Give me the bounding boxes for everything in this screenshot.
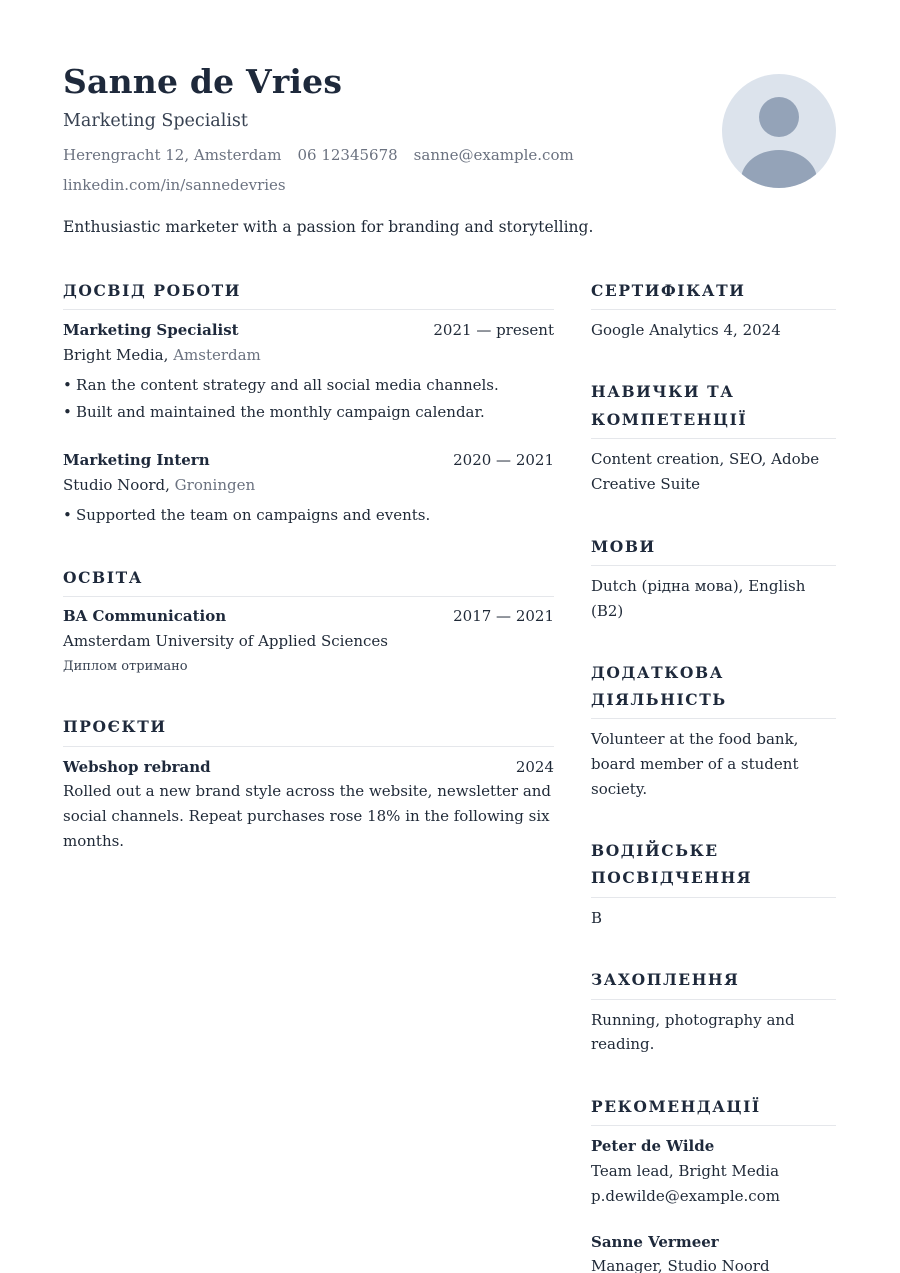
summary: Enthusiastic marketer with a passion for branding and storytelling. xyxy=(63,218,594,236)
project-year: 2024 xyxy=(515,758,554,776)
project-description: months. xyxy=(63,832,125,850)
divider xyxy=(63,309,554,310)
job-company-line: Bright Media, Amsterdam xyxy=(63,346,261,364)
linkedin: linkedin.com/in/sannedevries xyxy=(63,176,286,194)
education-note: Диплом отримано xyxy=(63,659,188,674)
avatar-body-icon xyxy=(741,150,817,188)
job-title: Marketing Specialist xyxy=(63,111,248,131)
license-text: B xyxy=(591,909,603,927)
section-title-activities: ДОДАТКОВА xyxy=(591,663,724,682)
divider xyxy=(63,746,554,747)
job-dates: 2021 — present xyxy=(433,321,554,339)
job-location: Groningen xyxy=(174,476,256,494)
divider xyxy=(591,999,836,1000)
reference-role: Manager, Studio Noord xyxy=(591,1257,770,1273)
phone: 06 12345678 xyxy=(297,146,398,164)
address: Herengracht 12, Amsterdam xyxy=(63,146,282,164)
avatar-head-icon xyxy=(759,97,799,137)
section-title-projects: ПРОЄКТИ xyxy=(63,717,167,736)
divider xyxy=(591,1125,836,1126)
project-description: Rolled out a new brand style across the website, newsletter and xyxy=(63,782,552,800)
divider xyxy=(591,309,836,310)
reference-role: Team lead, Bright Media xyxy=(591,1162,780,1180)
divider xyxy=(63,596,554,597)
list-item: • Ran the content strategy and all social media channels. xyxy=(63,376,499,394)
job-dates: 2020 — 2021 xyxy=(453,451,554,469)
job-role: Marketing Intern xyxy=(63,451,210,469)
activities-text: Volunteer at the food bank, xyxy=(591,730,799,748)
job-company: Studio Noord xyxy=(63,476,166,494)
skills-text: Creative Suite xyxy=(591,475,701,493)
section-title-license: ВОДІЙСЬКЕ xyxy=(591,841,719,860)
section-title-education: ОСВІТА xyxy=(63,568,143,587)
languages-text: (B2) xyxy=(591,602,624,620)
list-item: • Supported the team on campaigns and events. xyxy=(63,506,431,524)
school: Amsterdam University of Applied Sciences xyxy=(63,632,388,650)
project-description: social channels. Repeat purchases rose 18% in the following six xyxy=(63,807,550,825)
activities-text: society. xyxy=(591,780,648,798)
section-title-license: ПОСВІДЧЕННЯ xyxy=(591,868,753,887)
education-dates: 2017 — 2021 xyxy=(453,607,554,625)
job-company: Bright Media xyxy=(63,346,164,364)
degree: BA Communication xyxy=(63,607,227,625)
section-title-certificates: СЕРТИФІКАТИ xyxy=(591,281,746,300)
section-title-languages: МОВИ xyxy=(591,537,656,556)
job-role: Marketing Specialist xyxy=(63,321,239,339)
section-title-skills: КОМПЕТЕНЦІЇ xyxy=(591,410,748,429)
certificate: Google Analytics 4, 2024 xyxy=(591,321,781,339)
section-title-experience: ДОСВІД РОБОТИ xyxy=(63,281,242,300)
hobbies-text: reading. xyxy=(591,1035,655,1053)
section-title-references: РЕКОМЕНДАЦІЇ xyxy=(591,1097,761,1116)
section-title-skills: НАВИЧКИ ТА xyxy=(591,382,735,401)
job-company-line: Studio Noord, Groningen xyxy=(63,476,256,494)
skills-text: Content creation, SEO, Adobe xyxy=(591,450,820,468)
email: sanne@example.com xyxy=(413,146,574,164)
divider xyxy=(591,718,836,719)
section-title-hobbies: ЗАХОПЛЕННЯ xyxy=(591,970,740,989)
hobbies-text: Running, photography and xyxy=(591,1011,795,1029)
reference-name: Sanne Vermeer xyxy=(591,1233,719,1251)
candidate-name: Sanne de Vries xyxy=(63,62,343,101)
divider xyxy=(591,565,836,566)
section-title-activities: ДІЯЛЬНІСТЬ xyxy=(591,690,727,709)
contact-line xyxy=(63,146,590,164)
avatar xyxy=(722,74,836,188)
reference-name: Peter de Wilde xyxy=(591,1137,715,1155)
divider xyxy=(591,897,836,898)
job-location: Amsterdam xyxy=(173,346,261,364)
languages-text: Dutch (рідна мова), English xyxy=(591,577,806,595)
activities-text: board member of a student xyxy=(591,755,799,773)
divider xyxy=(591,438,836,439)
list-item: • Built and maintained the monthly campaign calendar. xyxy=(63,403,485,421)
reference-email: p.dewilde@example.com xyxy=(591,1187,780,1205)
project-name: Webshop rebrand xyxy=(63,758,211,776)
